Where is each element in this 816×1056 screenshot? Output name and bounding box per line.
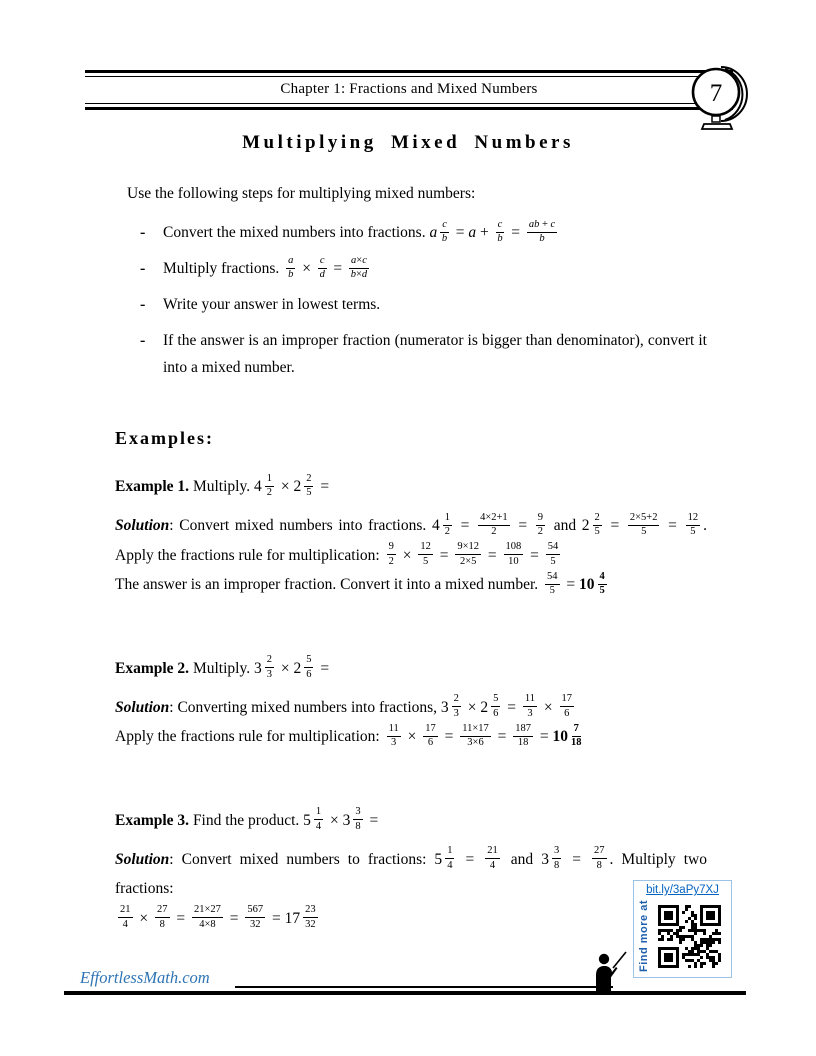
fraction: $\frac{27}{8}$ bbox=[157, 904, 168, 930]
example-block bbox=[115, 806, 707, 934]
fraction: $\frac{2}{5}$ bbox=[306, 472, 312, 499]
fraction: $\frac{21}{4}$ bbox=[487, 845, 498, 871]
bullet-dash: - bbox=[140, 296, 146, 313]
fraction: $\frac{23}{32}$ bbox=[305, 904, 316, 930]
example-solution: Solution: Converting mixed numbers into fractions, 3 $\frac{2}{3}$ × 2 $\frac{5}{6}$ = $\frac{11}{3}$ × $\frac{17}{6}$ Apply the fractions rule for multiplication: $\frac{11}{3}$ × $\frac{17}{6}$ = $\frac{11\times 17}{3\times 6}$ = $\frac{187}{18}$ = 10 $\frac{7}{18}$ bbox=[115, 693, 582, 749]
step-item bbox=[140, 327, 707, 381]
site-link[interactable]: EffortlessMath.com bbox=[80, 968, 210, 987]
step-item bbox=[140, 219, 707, 246]
fraction: $\frac{2\times 5+2}{5}$ bbox=[629, 511, 658, 538]
fraction: $\frac{a}{b}$ bbox=[288, 254, 294, 281]
fraction: $\frac{12}{5}$ bbox=[687, 511, 699, 538]
page-number: 7 bbox=[709, 80, 723, 107]
fraction: $\frac{11}{3}$ bbox=[388, 722, 399, 749]
bullet-dash: - bbox=[140, 224, 146, 241]
fraction: $\frac{21}{4}$ bbox=[120, 904, 131, 930]
fraction: $\frac{c}{d}$ bbox=[319, 254, 325, 281]
fraction: $\frac{4\times 2+1}{2}$ bbox=[480, 511, 508, 538]
fraction: $\frac{2}{3}$ bbox=[266, 654, 272, 680]
step-text: If the answer is an improper fraction (numerator is bigger than denominator), convert it into a mixed number. bbox=[163, 332, 707, 376]
fraction: $\frac{54}{5}$ bbox=[547, 541, 559, 567]
fraction: $\frac{7}{18}$ bbox=[571, 722, 582, 749]
example-heading: Example 1. Multiply. 4 $\frac{1}{2}$ × 2 $\frac{2}{5}$ = bbox=[115, 472, 330, 499]
fraction: $\frac{1}{2}$ bbox=[444, 511, 450, 538]
fraction: $\frac{108}{10}$ bbox=[505, 541, 522, 567]
header-rule-bottom-thick bbox=[85, 107, 733, 110]
example-solution: Solution: Convert mixed numbers into fractions. 4 $\frac{1}{2}$ = $\frac{4\times 2+1}{2}$ = $\frac{9}{2}$ and 2 $\frac{2}{5}$ = $\frac{2\times 5+2}{5}$ = $\frac{12}{5}$ . Apply the fractions rule for multiplication: $\frac{9}{2}$ × $\frac{12}{5}$ = $\frac{9\times 12}{2\times 5}$ = $\frac{108}{10}$ = $\frac{54}{5}$ The answer is an improper fraction. Convert it into a mixed number. $\frac{54}{5}$ = 10 $\frac{4}{5}$ bbox=[115, 511, 707, 597]
bullet-dash: - bbox=[140, 260, 146, 277]
footer-thick-rule bbox=[64, 991, 746, 995]
fraction: $\frac{1}{2}$ bbox=[266, 472, 272, 499]
fraction: $\frac{9\times 12}{2\times 5}$ bbox=[457, 541, 480, 567]
page-number-globe-icon bbox=[690, 60, 748, 132]
step-text: Convert the mixed numbers into fractions. a $\frac{c}{b}$ = a + $\frac{c}{b}$ = $\frac{ab + c}{b}$ bbox=[163, 218, 556, 245]
examples-list bbox=[115, 472, 707, 933]
fraction: $\frac{4}{5}$ bbox=[599, 570, 605, 597]
page-header bbox=[85, 70, 733, 110]
fraction: $\frac{a\times c}{b\times d}$ bbox=[350, 254, 368, 281]
qr-code-icon bbox=[658, 905, 721, 968]
fraction: $\frac{567}{32}$ bbox=[247, 904, 264, 930]
step-text: Write your answer in lowest terms. bbox=[163, 296, 381, 313]
example-block bbox=[115, 472, 707, 600]
fraction: $\frac{27}{8}$ bbox=[594, 845, 605, 871]
step-item bbox=[140, 255, 707, 282]
fraction: $\frac{c}{b}$ bbox=[441, 218, 448, 245]
fraction: $\frac{9}{2}$ bbox=[537, 511, 544, 538]
fraction: $\frac{1}{4}$ bbox=[315, 806, 322, 832]
fraction: $\frac{187}{18}$ bbox=[515, 722, 532, 749]
fraction: $\frac{21\times 27}{4\times 8}$ bbox=[194, 904, 221, 930]
example-block bbox=[115, 654, 707, 752]
step-text: Multiply fractions. $\frac{a}{b}$ × $\frac{c}{d}$ = $\frac{a\times c}{b\times d}$ bbox=[163, 254, 368, 281]
fraction: $\frac{17}{6}$ bbox=[561, 693, 573, 719]
footer-thin-rule bbox=[235, 986, 613, 988]
qr-link[interactable]: bit.ly/3aPy7XJ bbox=[646, 884, 719, 896]
fraction: $\frac{2}{3}$ bbox=[453, 693, 459, 719]
bullet-dash: - bbox=[140, 332, 146, 349]
step-item bbox=[140, 291, 707, 318]
fraction: $\frac{11\times 17}{3\times 6}$ bbox=[462, 722, 489, 749]
fraction: $\frac{11}{3}$ bbox=[524, 693, 536, 719]
page-title: Multiplying Mixed Numbers bbox=[242, 132, 574, 153]
fraction: $\frac{c}{b}$ bbox=[497, 218, 503, 245]
fraction: $\frac{ab + c}{b}$ bbox=[528, 218, 556, 245]
intro-text: Use the following steps for multiplying mixed numbers: bbox=[127, 185, 476, 202]
fraction: $\frac{2}{5}$ bbox=[594, 511, 600, 538]
example-heading: Example 2. Multiply. 3 $\frac{2}{3}$ × 2 $\frac{5}{6}$ = bbox=[115, 654, 330, 680]
steps-list bbox=[115, 219, 707, 381]
fraction: $\frac{3}{8}$ bbox=[553, 845, 560, 871]
examples-heading: Examples: bbox=[115, 428, 214, 448]
fraction: $\frac{5}{6}$ bbox=[493, 693, 499, 719]
fraction: $\frac{17}{6}$ bbox=[425, 722, 436, 749]
fraction: $\frac{5}{6}$ bbox=[306, 654, 312, 680]
fraction: $\frac{12}{5}$ bbox=[420, 541, 431, 567]
lesson-body bbox=[115, 180, 707, 933]
example-solution: Solution: Convert mixed numbers to fractions: 5 $\frac{1}{4}$ = $\frac{21}{4}$ and 3 $\frac{3}{8}$ = $\frac{27}{8}$ . Multiply two fractions: $\frac{21}{4}$ × $\frac{27}{8}$ = $\frac{21\times 27}{4\times 8}$ = $\frac{567}{32}$ = 17 $\frac{23}{32}$ bbox=[115, 845, 707, 930]
fraction: $\frac{1}{4}$ bbox=[447, 845, 453, 871]
find-more-label: Find more at bbox=[638, 899, 650, 972]
teacher-pointer-icon bbox=[588, 950, 630, 992]
example-heading: Example 3. Find the product. 5 $\frac{1}{4}$ × 3 $\frac{3}{8}$ = bbox=[115, 806, 379, 832]
chapter-title: Chapter 1: Fractions and Mixed Numbers bbox=[280, 81, 538, 97]
fraction: $\frac{3}{8}$ bbox=[355, 806, 361, 832]
fraction: $\frac{54}{5}$ bbox=[547, 570, 558, 597]
fraction: $\frac{9}{2}$ bbox=[388, 541, 394, 567]
qr-panel bbox=[633, 880, 732, 978]
